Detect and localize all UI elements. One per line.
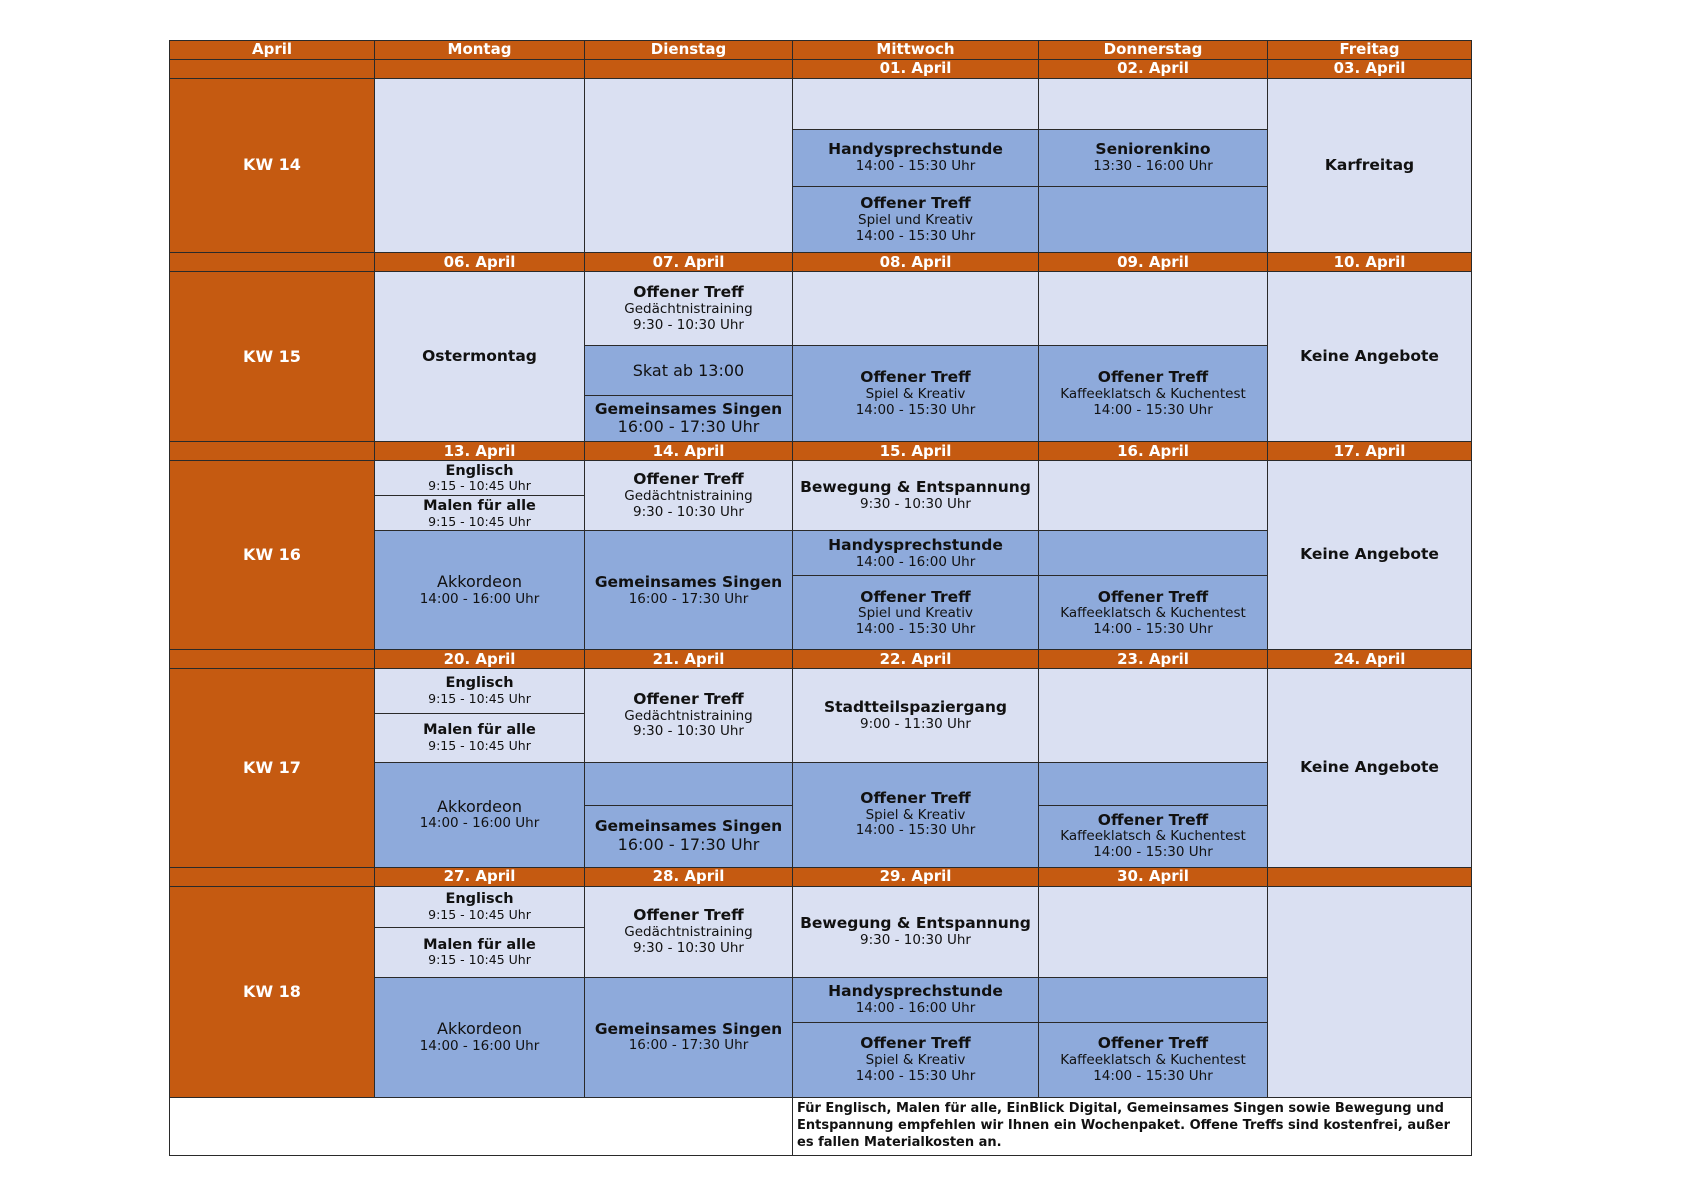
slot-empty bbox=[1039, 531, 1268, 576]
event-title: Offener Treff bbox=[633, 283, 744, 302]
event-title: Offener Treff bbox=[633, 690, 744, 709]
date-row-kw16 bbox=[170, 442, 1472, 461]
footnote: Für Englisch, Malen für alle, EinBlick Digital, Gemeinsames Singen sowie Bewegung und Entspannung empfehlen wir Ihnen ein Wochenpaket. Offene Treffs sind kostenfrei, außer es fallen Materialkosten an. bbox=[793, 1097, 1472, 1155]
day-cell-empty bbox=[585, 79, 793, 253]
date-cell-spacer bbox=[170, 253, 375, 272]
event-cell bbox=[375, 886, 585, 927]
slot-empty bbox=[1039, 187, 1268, 253]
event-title: Keine Angebote bbox=[1300, 545, 1439, 564]
event-cell bbox=[375, 669, 585, 713]
date-cell: 21. April bbox=[585, 650, 793, 669]
event-cell bbox=[375, 762, 585, 867]
event-cell bbox=[1039, 805, 1268, 867]
event-time: 9:30 - 10:30 Uhr bbox=[860, 931, 971, 948]
event-cell bbox=[1039, 1022, 1268, 1097]
event-time: 16:00 - 17:30 Uhr bbox=[617, 417, 760, 437]
event-title: Gemeinsames Singen bbox=[594, 572, 783, 591]
event-time: 14:00 - 15:30 Uhr bbox=[1093, 401, 1213, 418]
day-header-dienstag: Dienstag bbox=[585, 41, 793, 60]
event-cell bbox=[1268, 669, 1472, 867]
calendar-sheet bbox=[169, 40, 1471, 1156]
event-cell bbox=[585, 977, 793, 1097]
event-cell bbox=[793, 762, 1039, 867]
date-cell: 17. April bbox=[1268, 442, 1472, 461]
event-title: Stadtteilspaziergang bbox=[823, 697, 1008, 716]
event-time: 14:00 - 15:30 Uhr bbox=[1093, 1067, 1213, 1084]
event-cell bbox=[793, 886, 1039, 977]
event-time: 14:00 - 15:30 Uhr bbox=[855, 1067, 976, 1084]
event-cell bbox=[585, 805, 793, 867]
event-cell bbox=[375, 531, 585, 650]
date-cell: 10. April bbox=[1268, 253, 1472, 272]
event-cell bbox=[585, 396, 793, 442]
event-title: Offener Treff bbox=[1097, 810, 1209, 829]
event-cell bbox=[793, 576, 1039, 650]
event-cell bbox=[1039, 576, 1268, 650]
date-cell bbox=[1268, 867, 1472, 886]
event-cell bbox=[1039, 346, 1268, 442]
event-subtitle: Gedächtnistraining bbox=[624, 488, 753, 505]
event-title: Offener Treff bbox=[633, 470, 744, 489]
day-header-donnerstag: Donnerstag bbox=[1039, 41, 1268, 60]
event-title: Handysprechstunde bbox=[828, 982, 1003, 1001]
event-cell bbox=[793, 977, 1039, 1022]
event-time: 14:00 - 16:00 Uhr bbox=[419, 590, 540, 607]
event-time: 16:00 - 17:30 Uhr bbox=[628, 590, 749, 607]
slot-empty bbox=[1039, 886, 1268, 977]
event-cell bbox=[1039, 130, 1268, 187]
event-subtitle: Kaffeeklatsch & Kuchentest bbox=[1060, 1052, 1246, 1069]
slot-empty bbox=[1039, 79, 1268, 130]
event-time: 14:00 - 16:00 Uhr bbox=[419, 815, 540, 832]
event-cell bbox=[793, 187, 1039, 253]
event-title: Malen für alle bbox=[423, 722, 536, 738]
event-cell bbox=[375, 977, 585, 1097]
event-time: 9:30 - 10:30 Uhr bbox=[860, 495, 971, 512]
date-cell: 09. April bbox=[1039, 253, 1268, 272]
event-title: Ostermontag bbox=[422, 346, 537, 365]
event-title: Gemeinsames Singen bbox=[594, 1019, 783, 1038]
event-cell bbox=[585, 886, 793, 977]
date-cell: 30. April bbox=[1039, 867, 1268, 886]
event-title: Akkordeon bbox=[437, 572, 522, 592]
event-title: Offener Treff bbox=[860, 1034, 971, 1053]
event-title: Englisch bbox=[445, 462, 514, 479]
event-cell bbox=[793, 346, 1039, 442]
date-cell: 07. April bbox=[585, 253, 793, 272]
event-time: 14:00 - 15:30 Uhr bbox=[855, 822, 976, 839]
day-cell-empty bbox=[1268, 886, 1472, 1097]
date-cell: 16. April bbox=[1039, 442, 1268, 461]
event-title: Malen für alle bbox=[423, 497, 536, 514]
date-row-kw15 bbox=[170, 253, 1472, 272]
date-cell bbox=[585, 60, 793, 79]
footer-blank bbox=[170, 1097, 793, 1155]
event-cell bbox=[1268, 272, 1472, 442]
date-cell-spacer bbox=[170, 60, 375, 79]
event-title: Keine Angebote bbox=[1300, 758, 1439, 777]
event-time: 16:00 - 17:30 Uhr bbox=[628, 1037, 749, 1054]
date-cell: 20. April bbox=[375, 650, 585, 669]
event-cell bbox=[585, 272, 793, 346]
event-subtitle: Gedächtnistraining bbox=[624, 924, 753, 941]
event-time: 9:15 - 10:45 Uhr bbox=[428, 691, 531, 707]
event-time: 14:00 - 16:00 Uhr bbox=[419, 1037, 540, 1054]
event-subtitle: Spiel & Kreativ bbox=[865, 386, 966, 403]
event-subtitle: Kaffeeklatsch & Kuchentest bbox=[1060, 386, 1246, 403]
event-time: 14:00 - 15:30 Uhr bbox=[855, 158, 976, 175]
event-cell bbox=[793, 531, 1039, 576]
date-row-kw17 bbox=[170, 650, 1472, 669]
event-time: 9:15 - 10:45 Uhr bbox=[428, 737, 531, 753]
event-title: Akkordeon bbox=[437, 1019, 522, 1039]
date-cell: 15. April bbox=[793, 442, 1039, 461]
event-cell bbox=[793, 1022, 1039, 1097]
slot-empty bbox=[793, 79, 1039, 130]
event-time: 14:00 - 16:00 Uhr bbox=[855, 553, 976, 570]
slot-empty bbox=[1039, 977, 1268, 1022]
slot-empty bbox=[1039, 762, 1268, 805]
event-title: Keine Angebote bbox=[1300, 346, 1439, 365]
slot-empty bbox=[1039, 461, 1268, 531]
calendar-table bbox=[169, 40, 1472, 1156]
slot-empty bbox=[793, 272, 1039, 346]
date-cell-spacer bbox=[170, 867, 375, 886]
date-row-kw18 bbox=[170, 867, 1472, 886]
date-cell: 28. April bbox=[585, 867, 793, 886]
event-time: 9:00 - 11:30 Uhr bbox=[860, 715, 971, 732]
event-subtitle: Gedächtnistraining bbox=[624, 707, 753, 724]
event-cell bbox=[375, 927, 585, 977]
event-title: Offener Treff bbox=[1097, 587, 1209, 606]
date-cell: 24. April bbox=[1268, 650, 1472, 669]
date-cell: 29. April bbox=[793, 867, 1039, 886]
event-subtitle: Kaffeeklatsch & Kuchentest bbox=[1060, 605, 1246, 622]
event-subtitle: Spiel und Kreativ bbox=[858, 212, 973, 229]
date-cell: 06. April bbox=[375, 253, 585, 272]
date-cell: 13. April bbox=[375, 442, 585, 461]
event-time: 9:30 - 10:30 Uhr bbox=[633, 316, 744, 333]
day-header-montag: Montag bbox=[375, 41, 585, 60]
event-cell bbox=[375, 713, 585, 762]
date-cell: 22. April bbox=[793, 650, 1039, 669]
event-title: Handysprechstunde bbox=[828, 535, 1003, 554]
event-title: Karfreitag bbox=[1324, 155, 1415, 174]
event-subtitle: Spiel und Kreativ bbox=[858, 605, 973, 622]
event-title: Skat ab 13:00 bbox=[632, 360, 745, 380]
event-subtitle: Spiel & Kreativ bbox=[865, 1052, 966, 1069]
event-time: 9:15 - 10:45 Uhr bbox=[428, 513, 531, 529]
event-time: 14:00 - 15:30 Uhr bbox=[1093, 620, 1213, 637]
event-title: Offener Treff bbox=[860, 587, 971, 606]
event-time: 16:00 - 17:30 Uhr bbox=[617, 834, 760, 854]
event-time: 14:00 - 15:30 Uhr bbox=[855, 401, 976, 418]
event-cell bbox=[375, 496, 585, 531]
event-title: Akkordeon bbox=[437, 796, 522, 816]
event-cell bbox=[1268, 461, 1472, 650]
event-title: Offener Treff bbox=[860, 194, 971, 213]
slot-empty bbox=[1039, 669, 1268, 762]
event-cell bbox=[585, 669, 793, 762]
event-title: Malen für alle bbox=[423, 936, 536, 953]
event-title: Englisch bbox=[445, 891, 514, 908]
event-time: 14:00 - 15:30 Uhr bbox=[855, 227, 976, 244]
event-title: Gemeinsames Singen bbox=[594, 817, 783, 835]
date-cell: 03. April bbox=[1268, 60, 1472, 79]
event-title: Offener Treff bbox=[860, 368, 971, 387]
event-time: 14:00 - 15:30 Uhr bbox=[1093, 844, 1213, 860]
day-cell-empty bbox=[375, 79, 585, 253]
event-time: 9:15 - 10:45 Uhr bbox=[428, 478, 531, 494]
date-cell: 23. April bbox=[1039, 650, 1268, 669]
event-time: 9:30 - 10:30 Uhr bbox=[633, 503, 744, 520]
day-header-mittwoch: Mittwoch bbox=[793, 41, 1039, 60]
event-title: Englisch bbox=[445, 675, 514, 692]
event-time: 13:30 - 16:00 Uhr bbox=[1093, 158, 1213, 175]
week-label: KW 18 bbox=[170, 886, 375, 1097]
event-cell bbox=[793, 669, 1039, 762]
week-label: KW 15 bbox=[170, 272, 375, 442]
slot-empty bbox=[1039, 272, 1268, 346]
date-cell: 08. April bbox=[793, 253, 1039, 272]
event-cell bbox=[1268, 79, 1472, 253]
date-cell: 01. April bbox=[793, 60, 1039, 79]
event-title: Offener Treff bbox=[860, 789, 971, 808]
event-title: Bewegung & Entspannung bbox=[800, 478, 1031, 497]
event-time: 14:00 - 15:30 Uhr bbox=[855, 620, 976, 637]
event-subtitle: Kaffeeklatsch & Kuchentest bbox=[1060, 828, 1246, 845]
event-title: Gemeinsames Singen bbox=[594, 399, 783, 418]
event-title: Offener Treff bbox=[1097, 368, 1209, 387]
event-time: 9:15 - 10:45 Uhr bbox=[428, 952, 531, 968]
event-title: Offener Treff bbox=[1097, 1034, 1209, 1053]
event-time: 9:30 - 10:30 Uhr bbox=[633, 723, 744, 740]
week-label: KW 14 bbox=[170, 79, 375, 253]
event-subtitle: Gedächtnistraining bbox=[624, 301, 753, 318]
event-time: 9:30 - 10:30 Uhr bbox=[633, 939, 744, 956]
slot-empty bbox=[585, 762, 793, 805]
event-cell bbox=[793, 130, 1039, 187]
date-cell: 14. April bbox=[585, 442, 793, 461]
date-row-kw14 bbox=[170, 60, 1472, 79]
event-title: Seniorenkino bbox=[1095, 140, 1211, 159]
event-cell bbox=[585, 461, 793, 531]
event-cell bbox=[585, 531, 793, 650]
event-title: Bewegung & Entspannung bbox=[800, 914, 1031, 932]
event-cell bbox=[375, 272, 585, 442]
day-header-freitag: Freitag bbox=[1268, 41, 1472, 60]
event-cell bbox=[793, 461, 1039, 531]
month-header: April bbox=[170, 41, 375, 60]
event-cell bbox=[585, 346, 793, 396]
date-cell-spacer bbox=[170, 650, 375, 669]
event-title: Offener Treff bbox=[633, 906, 744, 925]
event-subtitle: Spiel & Kreativ bbox=[865, 806, 966, 823]
event-time: 14:00 - 16:00 Uhr bbox=[855, 999, 976, 1016]
event-time: 9:15 - 10:45 Uhr bbox=[428, 906, 531, 922]
week-label: KW 16 bbox=[170, 461, 375, 650]
event-cell bbox=[375, 461, 585, 496]
week-label: KW 17 bbox=[170, 669, 375, 867]
date-cell-spacer bbox=[170, 442, 375, 461]
date-cell: 27. April bbox=[375, 867, 585, 886]
date-cell bbox=[375, 60, 585, 79]
event-title: Handysprechstunde bbox=[828, 140, 1003, 159]
date-cell: 02. April bbox=[1039, 60, 1268, 79]
